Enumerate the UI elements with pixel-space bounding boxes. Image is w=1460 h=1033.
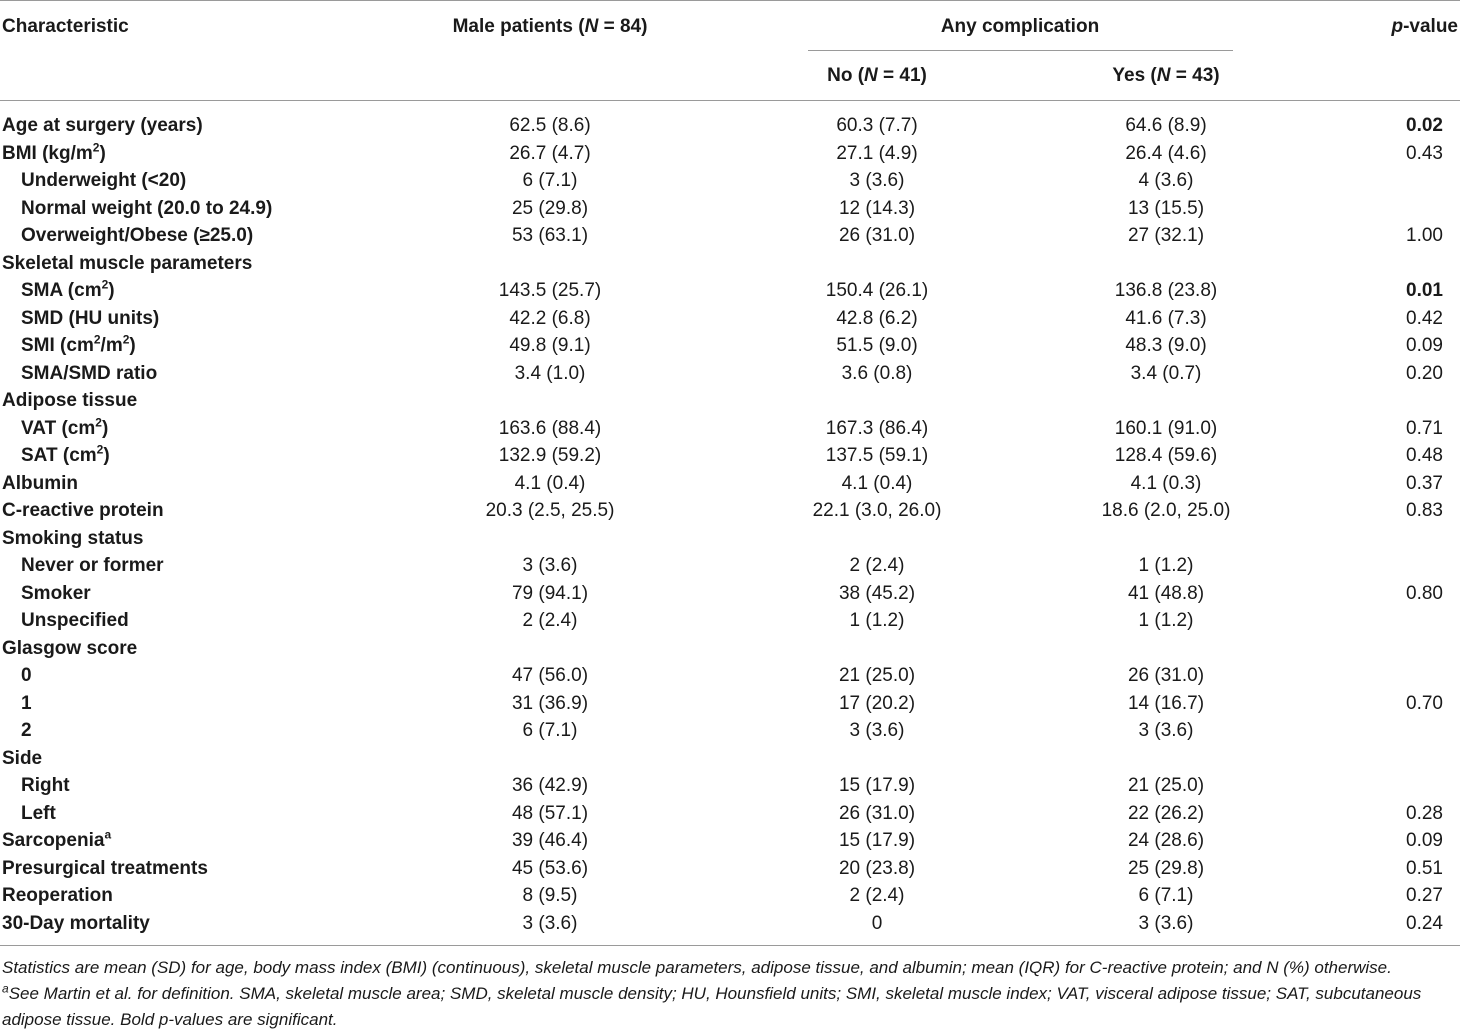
table-row bbox=[0, 772, 1460, 799]
table-row bbox=[0, 855, 1460, 882]
row-label: 30-Day mortality bbox=[2, 912, 150, 934]
yes-complication-value: 6 (7.1) bbox=[1138, 885, 1194, 906]
yes-complication-value: 26.4 (4.6) bbox=[1125, 142, 1207, 164]
no-complication-value: 137.5 (59.1) bbox=[825, 445, 929, 466]
male-value: 47 (56.0) bbox=[511, 665, 589, 686]
row-label: 2 bbox=[21, 720, 32, 741]
row-label: Smoking status bbox=[2, 527, 144, 549]
p-value: 0.09 bbox=[1406, 335, 1443, 356]
male-value: 39 (46.4) bbox=[511, 830, 589, 851]
p-value: 0.42 bbox=[1406, 307, 1443, 329]
footnote-definitions: $^a$See Martin et al. for definition. SMA, skeletal muscle area; SMD, skeletal muscle density; HU, Hounsfield units; SMI, skeletal muscle index; VAT, visceral adipose tissue; SAT, subcutaneous adipose tissue. Bold p-values are significant. bbox=[2, 981, 1422, 1029]
table-row bbox=[0, 635, 1460, 662]
table-row bbox=[0, 250, 1460, 277]
table-row bbox=[0, 910, 1460, 937]
p-value: 0.01 bbox=[1406, 280, 1443, 301]
row-label: Right bbox=[21, 775, 70, 796]
male-value: 42.2 (6.8) bbox=[509, 307, 591, 329]
yes-complication-value: 4.1 (0.3) bbox=[1130, 472, 1202, 494]
no-complication-value: 22.1 (3.0, 26.0) bbox=[812, 500, 942, 521]
row-label: BMI $(kg/m^2)$ bbox=[2, 140, 106, 164]
male-value: 20.3 (2.5, 25.5) bbox=[485, 500, 615, 521]
no-complication-value: 167.3 (86.4) bbox=[825, 417, 929, 439]
row-label: Normal weight (20.0 to 24.9) bbox=[21, 197, 273, 219]
male-value: 2 (2.4) bbox=[522, 610, 578, 631]
no-complication-value: 26 (31.0) bbox=[838, 225, 916, 246]
row-label: SMA/SMD ratio bbox=[21, 362, 158, 384]
table-row bbox=[0, 112, 1460, 139]
row-label: Underweight (<20) bbox=[21, 170, 187, 191]
no-complication-value: 15 (17.9) bbox=[838, 830, 916, 851]
yes-complication-value: 41 (48.8) bbox=[1127, 582, 1205, 604]
male-value: 163.6 (88.4) bbox=[498, 417, 602, 439]
yes-complication-value: 26 (31.0) bbox=[1127, 665, 1205, 686]
row-label: 0 bbox=[21, 665, 32, 686]
row-label: Age at surgery (years) bbox=[2, 115, 203, 136]
table-row bbox=[0, 580, 1460, 607]
yes-complication-value: 13 (15.5) bbox=[1127, 197, 1205, 219]
male-value: 49.8 (9.1) bbox=[509, 335, 591, 356]
p-value: 0.09 bbox=[1406, 830, 1443, 851]
no-complication-value: 51.5 (9.0) bbox=[836, 335, 918, 356]
table-row bbox=[0, 415, 1460, 442]
yes-complication-value: 1 (1.2) bbox=[1138, 555, 1194, 576]
no-complication-value: 0 bbox=[871, 912, 883, 934]
yes-complication-value: 64.6 (8.9) bbox=[1125, 115, 1207, 136]
table-row bbox=[0, 882, 1460, 909]
table-row bbox=[0, 167, 1460, 194]
row-label: Presurgical treatments bbox=[2, 857, 208, 879]
row-label: SMD (HU units) bbox=[21, 307, 160, 329]
row-label: SMA $(cm^2)$ bbox=[21, 277, 115, 301]
male-value: 3.4 (1.0) bbox=[514, 362, 586, 384]
table-row bbox=[0, 305, 1460, 332]
p-value: 0.37 bbox=[1406, 472, 1443, 494]
yes-complication-value: 3 (3.6) bbox=[1138, 720, 1194, 741]
no-complication-value: 26 (31.0) bbox=[838, 802, 916, 824]
male-value: 3 (3.6) bbox=[522, 912, 578, 934]
row-label: Skeletal muscle parameters bbox=[2, 252, 253, 274]
table-bottom-rule bbox=[0, 945, 1460, 946]
no-complication-value: 150.4 (26.1) bbox=[825, 280, 929, 301]
row-label: SMI $(cm^2/m^2)$ bbox=[21, 332, 136, 356]
p-value: 0.27 bbox=[1406, 885, 1443, 906]
no-complication-value: 15 (17.9) bbox=[838, 775, 916, 796]
p-value: 0.71 bbox=[1406, 417, 1443, 439]
no-complication-value: 1 (1.2) bbox=[849, 610, 905, 631]
p-value: 0.43 bbox=[1406, 142, 1443, 164]
p-value: 0.24 bbox=[1406, 912, 1443, 934]
no-complication-value: 3 (3.6) bbox=[849, 720, 905, 741]
row-label: Adipose tissue bbox=[2, 390, 138, 411]
no-complication-value: 3 (3.6) bbox=[849, 170, 905, 191]
no-complication-value: 3.6 (0.8) bbox=[841, 362, 913, 384]
no-complication-value: 42.8 (6.2) bbox=[836, 307, 918, 329]
male-value: 31 (36.9) bbox=[511, 692, 589, 714]
yes-complication-value: 27 (32.1) bbox=[1127, 225, 1205, 246]
male-value: 143.5 (25.7) bbox=[498, 280, 602, 301]
yes-complication-value: 41.6 (7.3) bbox=[1125, 307, 1207, 329]
male-value: 62.5 (8.6) bbox=[509, 115, 591, 136]
row-label: Sarcopenia$^a$ bbox=[2, 827, 112, 851]
yes-complication-value: 3.4 (0.7) bbox=[1130, 362, 1202, 384]
row-label: Reoperation bbox=[2, 885, 113, 906]
yes-complication-value: 3 (3.6) bbox=[1138, 912, 1194, 934]
male-value: 45 (53.6) bbox=[511, 857, 589, 879]
table-row bbox=[0, 277, 1460, 304]
table-row bbox=[0, 717, 1460, 744]
row-label: Overweight/Obese (≥25.0) bbox=[21, 225, 254, 246]
male-value: 8 (9.5) bbox=[522, 885, 578, 906]
table-row bbox=[0, 387, 1460, 414]
no-complication-value: 27.1 (4.9) bbox=[836, 142, 918, 164]
table-row bbox=[0, 662, 1460, 689]
header-any-complication: Any complication bbox=[940, 16, 1100, 37]
header-bottom-rule bbox=[0, 100, 1460, 101]
table-row bbox=[0, 690, 1460, 717]
table-row bbox=[0, 470, 1460, 497]
p-value: 0.02 bbox=[1406, 115, 1443, 136]
no-complication-value: 21 (25.0) bbox=[838, 665, 916, 686]
male-value: 48 (57.1) bbox=[511, 802, 589, 824]
header-p-value: p-value bbox=[1391, 16, 1458, 37]
table-row bbox=[0, 222, 1460, 249]
no-complication-value: 20 (23.8) bbox=[838, 857, 916, 879]
yes-complication-value: 128.4 (59.6) bbox=[1114, 445, 1218, 466]
table-row bbox=[0, 827, 1460, 854]
male-value: 6 (7.1) bbox=[522, 720, 578, 741]
header-characteristic: Characteristic bbox=[2, 16, 129, 37]
table-row bbox=[0, 497, 1460, 524]
table-row bbox=[0, 552, 1460, 579]
p-value: 0.28 bbox=[1406, 802, 1443, 824]
table-row bbox=[0, 525, 1460, 552]
header-no: No (N = 41) bbox=[827, 65, 927, 86]
footnote-statistics: Statistics are mean (SD) for age, body mass index (BMI) (continuous), skeletal muscle parameters, adipose tissue, and albumin; mean (IQR) for C-reactive protein; and N (%) otherwise. bbox=[2, 958, 1392, 977]
p-value: 0.83 bbox=[1406, 500, 1443, 521]
table-row bbox=[0, 442, 1460, 469]
no-complication-value: 2 (2.4) bbox=[849, 885, 905, 906]
header-yes: Yes (N = 43) bbox=[1112, 65, 1220, 86]
male-value: 4.1 (0.4) bbox=[514, 472, 586, 494]
table-row bbox=[0, 800, 1460, 827]
p-value: 1.00 bbox=[1406, 225, 1443, 246]
row-label: Never or former bbox=[21, 555, 164, 576]
no-complication-value: 4.1 (0.4) bbox=[841, 472, 913, 494]
row-label: C-reactive protein bbox=[2, 500, 164, 521]
table-row bbox=[0, 140, 1460, 167]
table-row bbox=[0, 195, 1460, 222]
row-label: Albumin bbox=[2, 472, 78, 494]
table-row bbox=[0, 745, 1460, 772]
row-label: Unspecified bbox=[21, 610, 129, 631]
table-row bbox=[0, 360, 1460, 387]
male-value: 26.7 (4.7) bbox=[509, 142, 591, 164]
male-value: 6 (7.1) bbox=[522, 170, 578, 191]
male-value: 36 (42.9) bbox=[511, 775, 589, 796]
row-label: Left bbox=[21, 802, 56, 824]
table-row bbox=[0, 607, 1460, 634]
no-complication-value: 38 (45.2) bbox=[838, 582, 916, 604]
row-label: Glasgow score bbox=[2, 637, 138, 659]
table-row bbox=[0, 332, 1460, 359]
row-label: VAT $(cm^2)$ bbox=[21, 415, 109, 439]
header-male-patients: Male patients (N = 84) bbox=[452, 16, 648, 37]
p-value: 0.20 bbox=[1406, 362, 1443, 384]
no-complication-value: 17 (20.2) bbox=[838, 692, 916, 714]
row-label: Smoker bbox=[21, 582, 91, 604]
row-label: 1 bbox=[21, 692, 32, 714]
table-footnote bbox=[2, 955, 1458, 1033]
yes-complication-value: 160.1 (91.0) bbox=[1114, 417, 1218, 439]
p-value: 0.48 bbox=[1406, 445, 1443, 466]
no-complication-value: 60.3 (7.7) bbox=[836, 115, 918, 136]
yes-complication-value: 22 (26.2) bbox=[1127, 802, 1205, 824]
male-value: 3 (3.6) bbox=[522, 555, 578, 576]
yes-complication-value: 21 (25.0) bbox=[1127, 775, 1205, 796]
p-value: 0.70 bbox=[1406, 692, 1443, 714]
yes-complication-value: 4 (3.6) bbox=[1138, 170, 1194, 191]
p-value: 0.80 bbox=[1406, 582, 1443, 604]
yes-complication-value: 18.6 (2.0, 25.0) bbox=[1101, 500, 1231, 521]
row-label: Side bbox=[2, 747, 43, 769]
male-value: 132.9 (59.2) bbox=[498, 445, 602, 466]
male-value: 79 (94.1) bbox=[511, 582, 589, 604]
yes-complication-value: 24 (28.6) bbox=[1127, 830, 1205, 851]
no-complication-value: 2 (2.4) bbox=[849, 555, 905, 576]
yes-complication-value: 14 (16.7) bbox=[1127, 692, 1205, 714]
complication-rule bbox=[808, 50, 1233, 51]
no-complication-value: 12 (14.3) bbox=[838, 197, 916, 219]
yes-complication-value: 1 (1.2) bbox=[1138, 610, 1194, 631]
yes-complication-value: 25 (29.8) bbox=[1127, 857, 1205, 879]
male-value: 53 (63.1) bbox=[511, 225, 589, 246]
row-label: SAT $(cm^2)$ bbox=[21, 442, 110, 466]
yes-complication-value: 48.3 (9.0) bbox=[1125, 335, 1207, 356]
p-value: 0.51 bbox=[1406, 857, 1443, 879]
male-value: 25 (29.8) bbox=[511, 197, 589, 219]
yes-complication-value: 136.8 (23.8) bbox=[1114, 280, 1218, 301]
top-rule bbox=[0, 0, 1460, 1]
